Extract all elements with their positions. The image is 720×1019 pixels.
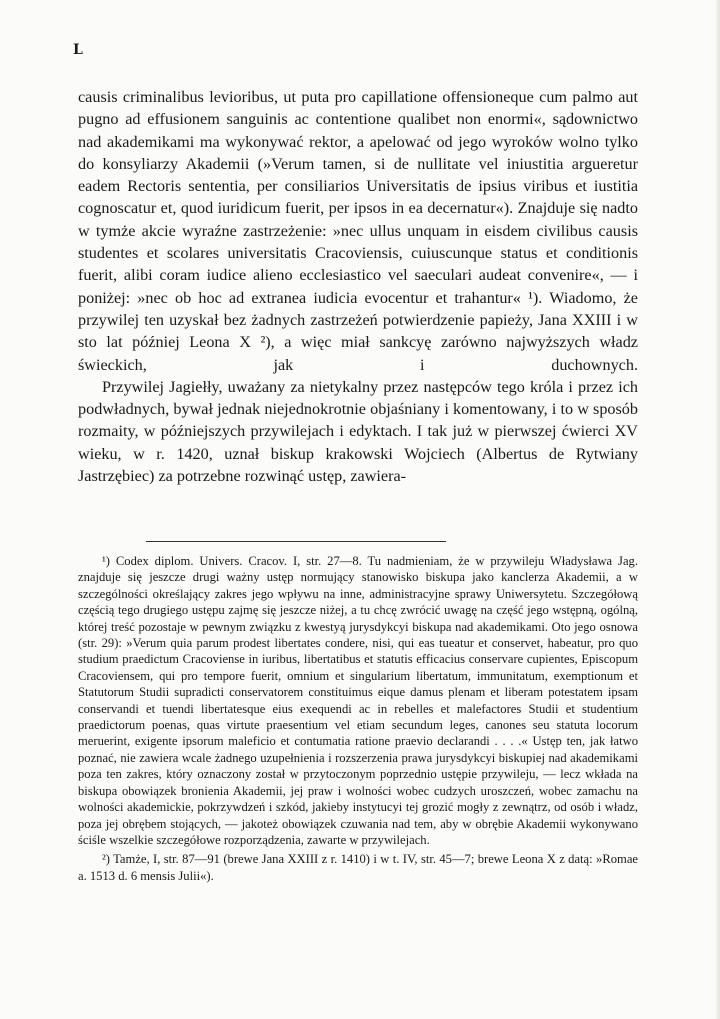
paragraph: Przywilej Jagiełły, uważany za nietykalny przez następców tego króla i przez ich podwładnych, bywał jednak niejednokrotnie objaśniany i komentowany, i to w sposób rozmaity, w późniejszych przywilejach i edyktach. I tak już w pierwszej ćwierci XV wieku, w r. 1420, uznał biskup krakowski Wojciech (Albertus de Rytwiany Jastrzębiec) za potrzebne rozwinąć ustęp, zawiera- bbox=[78, 377, 638, 486]
paragraph: causis criminalibus levioribus, ut puta pro capillatione offensioneque cum palmo aut pugno ad effusionem sanguinis ac contentione qualibet non enormi«, sądownictwo nad akademikami ma wykonywać rektor, a apelować od jego wyroków wolno tylko do konsyliarzy Akademii (»Verum tamen, si de nullitate vel iniustitia argueretur eadem Rectoris sententia, per consiliarios Universitatis de ipsius viribus et iustitia cognoscatur et, quod iuridicum fuerit, per ipsos in ea decernatur«). Znajduje się nadto w tymże akcie wyraźne zastrzeżenie: »nec ullus unquam in eisdem civilibus causis studentes et scolares universitatis Cracoviensis, cuiuscunque status et conditionis fuerit, alibi coram iudice alieno ecclesiastico vel saeculari audeat convenire«, — i poniżej: »nec ob hoc ad extranea iudicia evocentur et trahantur« ¹). Wiadomo, że przywilej ten uzyskał bez żadnych zastrzeżeń potwierdzenie papieży, Jana XXIII i w sto lat później Leona X ²), a więc miał sankcyę zarówno najwyższych władz świeckich, jak i duchownych. bbox=[78, 88, 638, 374]
main-text bbox=[78, 86, 638, 487]
footnote: ¹) Codex diplom. Univers. Cracov. I, str. 27—8. Tu nadmieniam, że w przywileju Władysława Jag. znajduje się jeszcze drugi ważny ustęp normujący stanowisko biskupa jako kanclerza Akademii, a w szczególności określający zakres jego wpływu na inne, administracyjne sprawy Uniwersytetu. Szczegółową częścią tego drugiego ustępu zajmę się jeszcze niżej, a tu chcę zwrócić uwagę na część jego wstępną, ogólną, której treść pozostaje w pewnym związku z kwestyą jurysdykcyi biskupa nad akademikami. Oto jego osnowa (str. 29): »Verum quia parum prodest libertates condere, nisi, qui eas tueatur et conservet, habeatur, pro quo studium praedictum Cracoviense in iuribus, libertatibus et statutis efficacius conservare cupientes, Episcopum Cracoviensem, qui pro tempore fuerit, omnium et singularium libertatum, immunitatum, exemptionum et Statutorum Studii supradicti conservatorem constituimus eique damus plenam et liberam potestatem ipsam conservandi et tuendi libertatesque eius exequendi ac in rebelles et malefactores Studii et studentium praedictorum poenas, quas virtute praesentium vel etiam secundum leges, canones seu statuta locorum meruerint, exigente ipsorum maleficio et contumatia ratione praevio declarandi . . . .« Ustęp ten, jak łatwo poznać, nie zawiera wcale żadnego uzupełnienia i rozszerzenia prawa jurysdykcyi biskupiej nad akademikami poza ten zakres, który oznaczony został w przytoczonym poprzednio ustępie przywileju, — lecz wkłada na biskupa obowiązek bronienia Akademii, jej praw i wolności wobec cudzych uroszczeń, wobec zamachu na wolności akademickie, pokrzywdzeń i szkód, jakieby instytucyi tej grozić mogły z zewnątrz, od osób i władz, poza jej obrębem stojących, — jakoteż obowiązek czuwania nad tem, aby w obrębie Akademii wykonywano ściśle wszelkie szczegółowe rozporządzenia, zawarte w przywilejach. bbox=[78, 554, 638, 847]
scan-edge bbox=[716, 0, 720, 1019]
footnotes bbox=[78, 553, 638, 884]
page-number: L bbox=[73, 42, 84, 58]
footnote-separator bbox=[146, 541, 446, 542]
footnote: ²) Tamże, I, str. 87—91 (brewe Jana XXIII z r. 1410) i w t. IV, str. 45—7; brewe Leona X z datą: »Romae a. 1513 d. 6 mensis Julii«). bbox=[78, 852, 638, 883]
